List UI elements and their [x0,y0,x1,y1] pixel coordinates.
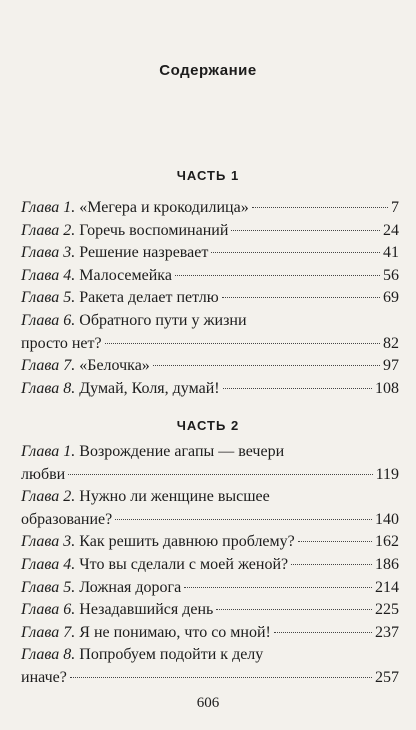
dot-leader [298,541,372,542]
toc-entry [21,486,399,531]
toc-page-number: 186 [375,555,399,573]
chapter-word: Глава [21,555,60,573]
chapter-title: «Белочка» [79,357,150,375]
dot-leader [223,388,372,389]
toc-line [21,464,399,487]
toc-label [21,667,67,690]
chapter-number: 8. [63,646,76,664]
chapter-number: 7. [63,357,76,375]
dot-leader [291,564,372,565]
toc-line [21,287,399,310]
toc-line [21,265,399,288]
chapter-word: Глава [21,623,60,641]
chapter-word: Глава [21,578,60,596]
toc-entry [21,531,399,554]
chapter-word: Глава [21,533,60,551]
chapter-title: Думай, Коля, думай! [79,379,220,397]
chapter-number: 4. [63,266,76,284]
chapter-title: Как решить давнюю проблему? [79,533,295,551]
toc-label [21,509,112,532]
toc-label [21,220,228,243]
chapter-number: 1. [63,443,76,460]
part-2-toc [21,441,399,690]
toc-label [21,486,270,509]
toc-page-number: 24 [383,221,399,239]
toc-label [21,464,65,487]
chapter-title: иначе? [21,668,67,686]
chapter-word: Глава [21,266,60,284]
toc-label [21,197,249,220]
toc-page-number: 69 [383,289,399,307]
toc-line [21,644,399,667]
part-1-heading: ЧАСТЬ 1 [176,168,240,183]
toc-page-number: 41 [383,244,399,262]
toc-label [21,531,295,554]
toc-entry [21,554,399,577]
chapter-number: 6. [63,601,76,619]
chapter-word: Глава [21,221,60,239]
chapter-title: Ложная дорога [79,578,182,596]
toc-line [21,197,399,220]
part-2-heading: ЧАСТЬ 2 [176,418,240,433]
chapter-title: Нужно ли женщине высшее [79,488,270,506]
toc-entry [21,265,399,288]
toc-label [21,599,213,622]
toc-page-number: 7 [391,199,399,216]
chapter-word: Глава [21,244,60,262]
chapter-title: Незадавшийся день [79,601,214,619]
toc-label [21,577,181,600]
toc-line [21,333,399,356]
toc-page-number: 140 [375,510,399,528]
dot-leader [105,343,380,344]
chapter-number: 2. [63,488,76,506]
toc-line [21,599,399,622]
toc-line [21,531,399,554]
toc-entry [21,197,399,220]
toc-page-number: 119 [375,465,399,483]
contents-title: Содержание [159,62,257,79]
toc-entry [21,355,399,378]
toc-entry [21,599,399,622]
chapter-number: 7. [63,623,76,641]
chapter-title: Решение назревает [79,244,209,262]
dot-leader [252,207,388,208]
toc-line [21,577,399,600]
chapter-title: Что вы сделали с моей женой? [79,555,289,573]
dot-leader [153,365,380,366]
toc-page-number: 56 [383,266,399,284]
toc-line [21,667,399,690]
toc-label [21,287,219,310]
toc-entry [21,242,399,265]
toc-line [21,355,399,378]
toc-entry [21,220,399,243]
toc-page-number: 225 [375,601,399,619]
chapter-title: Горечь воспоминаний [79,221,229,239]
dot-leader [184,587,372,588]
toc-page-number: 257 [375,668,399,686]
dot-leader [274,632,372,633]
toc-line [21,622,399,645]
toc-entry [21,378,399,401]
toc-label [21,378,220,401]
chapter-word: Глава [21,488,60,506]
dot-leader [68,474,372,475]
toc-entry [21,622,399,645]
toc-label [21,554,288,577]
toc-page-number: 97 [383,357,399,375]
chapter-word: Глава [21,646,60,664]
chapter-word: Глава [21,357,60,375]
toc-line [21,441,399,464]
toc-entry [21,287,399,310]
chapter-title: Ракета делает петлю [79,289,219,307]
dot-leader [115,519,372,520]
chapter-word: Глава [21,601,60,619]
toc-entry [21,577,399,600]
toc-line [21,310,399,333]
chapter-number: 5. [63,289,76,307]
chapter-number: 3. [63,244,76,262]
chapter-number: 4. [63,555,76,573]
toc-label [21,242,208,265]
chapter-title: Малосемейка [79,266,172,284]
chapter-number: 5. [63,578,76,596]
chapter-title: образование? [21,510,113,528]
chapter-number: 3. [63,533,76,551]
dot-leader [216,609,372,610]
part-1-toc [21,197,399,400]
dot-leader [222,297,380,298]
page-number: 606 [196,695,220,711]
chapter-word: Глава [21,199,60,216]
chapter-title: Попробуем подойти к делу [79,646,264,664]
dot-leader [231,230,380,231]
toc-line [21,220,399,243]
toc-page-number: 108 [375,379,399,397]
toc-label [21,333,102,356]
chapter-title: «Мегера и крокодилица» [79,199,249,216]
chapter-word: Глава [21,311,60,329]
chapter-title: Обратного пути у жизни [79,311,247,329]
toc-label [21,622,271,645]
chapter-title: Я не понимаю, что со мной! [79,623,271,641]
toc-page-number: 237 [375,623,399,641]
chapter-title: любви [21,465,66,483]
toc-line [21,486,399,509]
chapter-title: просто нет? [21,334,102,352]
chapter-word: Глава [21,379,60,397]
toc-line [21,378,399,401]
toc-page-number: 82 [383,334,399,352]
chapter-number: 8. [63,379,76,397]
toc-line [21,554,399,577]
toc-line [21,509,399,532]
toc-entry [21,644,399,689]
chapter-word: Глава [21,443,60,460]
toc-label [21,644,263,667]
toc-label [21,265,172,288]
toc-entry [21,441,399,486]
toc-label [21,310,247,333]
chapter-title: Возрождение агапы — вечери [79,443,285,460]
toc-page-number: 214 [375,578,399,596]
dot-leader [175,275,380,276]
dot-leader [211,252,380,253]
toc-line [21,242,399,265]
chapter-number: 2. [63,221,76,239]
toc-label [21,355,150,378]
chapter-number: 1. [63,199,76,216]
toc-entry [21,310,399,355]
toc-label [21,441,284,464]
chapter-word: Глава [21,289,60,307]
toc-page-number: 162 [375,533,399,551]
dot-leader [70,677,372,678]
chapter-number: 6. [63,311,76,329]
